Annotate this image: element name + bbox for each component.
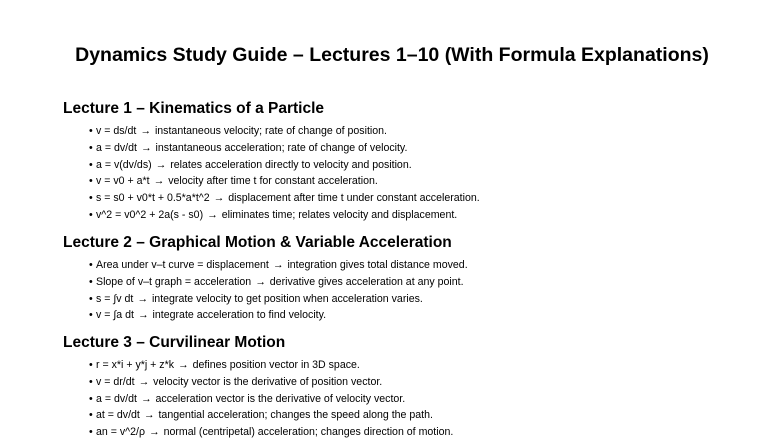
bullet-dot-icon: • [89, 175, 93, 188]
bullet-dot-icon: • [89, 125, 93, 137]
arrow-icon: → [155, 158, 167, 171]
arrow-icon: → [140, 141, 152, 154]
arrow-icon: → [149, 426, 160, 439]
arrow-icon: → [255, 275, 266, 288]
formula-item [89, 291, 763, 308]
lecture-section [63, 334, 763, 441]
formula-text: a = v(dv/ds) [96, 158, 152, 171]
formula-text: v = v0 + a*t [96, 175, 150, 188]
bullet-dot-icon: • [89, 359, 93, 371]
formula-text: s = ∫v dt [96, 292, 134, 305]
formula-item [89, 357, 763, 374]
document-title: Dynamics Study Guide – Lectures 1–10 (With Formula Explanations) [75, 44, 709, 66]
formula-text: at = dv/dt [96, 409, 140, 422]
formula-item [89, 374, 763, 391]
formula-explanation: displacement after time t under constant acceleration. [228, 192, 480, 205]
formula-item [89, 274, 763, 291]
formula-text: v^2 = v0^2 + 2a(s - s0) [96, 208, 204, 221]
arrow-icon: → [272, 259, 284, 271]
formula-item [89, 424, 763, 441]
formula-item [89, 123, 763, 140]
bullet-dot-icon: • [89, 409, 93, 422]
lecture-section [63, 234, 763, 324]
arrow-icon: → [153, 175, 165, 188]
bullet-dot-icon: • [89, 259, 93, 271]
formula-text: s = s0 + v0*t + 0.5*a*t^2 [96, 192, 210, 205]
arrow-icon: → [137, 292, 148, 305]
formula-explanation: integrate acceleration to find velocity. [152, 309, 327, 322]
formula-item [89, 190, 763, 207]
formula-text: v = ∫a dt [96, 309, 134, 322]
formula-text: an = v^2/ρ [96, 426, 145, 439]
formula-explanation: instantaneous acceleration; rate of change of velocity. [155, 141, 408, 154]
formula-item [89, 207, 763, 224]
formula-explanation: derivative gives acceleration at any point. [269, 275, 464, 288]
formula-item [89, 407, 763, 424]
formula-explanation: velocity vector is the derivative of position vector. [153, 375, 383, 388]
bullet-dot-icon: • [89, 375, 93, 388]
formula-text: a = dv/dt [96, 141, 137, 154]
bullet-dot-icon: • [89, 392, 93, 405]
formula-item [89, 391, 763, 408]
formula-item [89, 257, 763, 274]
bullet-dot-icon: • [89, 309, 93, 322]
formula-explanation: eliminates time; relates velocity and displacement. [221, 208, 458, 221]
lecture-section [63, 100, 763, 224]
arrow-icon: → [207, 208, 218, 221]
lecture-heading: Lecture 1 – Kinematics of a Particle [63, 100, 325, 117]
arrow-icon: → [143, 409, 155, 422]
formula-explanation: acceleration vector is the derivative of velocity vector. [155, 392, 406, 405]
formula-list [63, 357, 763, 441]
bullet-dot-icon: • [89, 208, 93, 221]
formula-list [63, 123, 763, 224]
formula-explanation: relates acceleration directly to velocity and position. [170, 158, 412, 171]
formula-item [89, 307, 763, 324]
arrow-icon: → [140, 125, 151, 137]
formula-explanation: integration gives total distance moved. [287, 259, 468, 271]
arrow-icon: → [213, 192, 225, 205]
arrow-icon: → [137, 309, 149, 322]
bullet-dot-icon: • [89, 275, 93, 288]
formula-explanation: instantaneous velocity; rate of change of position. [154, 125, 387, 137]
bullet-dot-icon: • [89, 141, 93, 154]
formula-text: v = dr/dt [96, 375, 135, 388]
bullet-dot-icon: • [89, 158, 93, 171]
formula-explanation: velocity after time t for constant acceleration. [168, 175, 378, 188]
lecture-heading: Lecture 3 – Curvilinear Motion [63, 334, 286, 351]
formula-explanation: defines position vector in 3D space. [192, 359, 360, 371]
formula-list [63, 257, 763, 324]
bullet-dot-icon: • [89, 192, 93, 205]
formula-item [89, 157, 763, 174]
lecture-heading: Lecture 2 – Graphical Motion & Variable Acceleration [63, 234, 452, 251]
arrow-icon: → [140, 392, 152, 405]
bullet-dot-icon: • [89, 292, 93, 305]
formula-explanation: tangential acceleration; changes the speed along the path. [158, 409, 433, 422]
formula-text: Slope of v–t graph = acceleration [96, 275, 252, 288]
arrow-icon: → [178, 359, 189, 371]
formula-text: v = ds/dt [96, 125, 137, 137]
arrow-icon: → [138, 375, 150, 388]
formula-explanation: normal (centripetal) acceleration; changes direction of motion. [163, 426, 454, 439]
formula-item [89, 173, 763, 190]
formula-text: r = x*i + y*j + z*k [96, 359, 175, 371]
formula-item [89, 140, 763, 157]
bullet-dot-icon: • [89, 426, 93, 439]
formula-explanation: integrate velocity to get position when acceleration varies. [151, 292, 423, 305]
formula-text: a = dv/dt [96, 392, 137, 405]
formula-text: Area under v–t curve = displacement [96, 259, 269, 271]
